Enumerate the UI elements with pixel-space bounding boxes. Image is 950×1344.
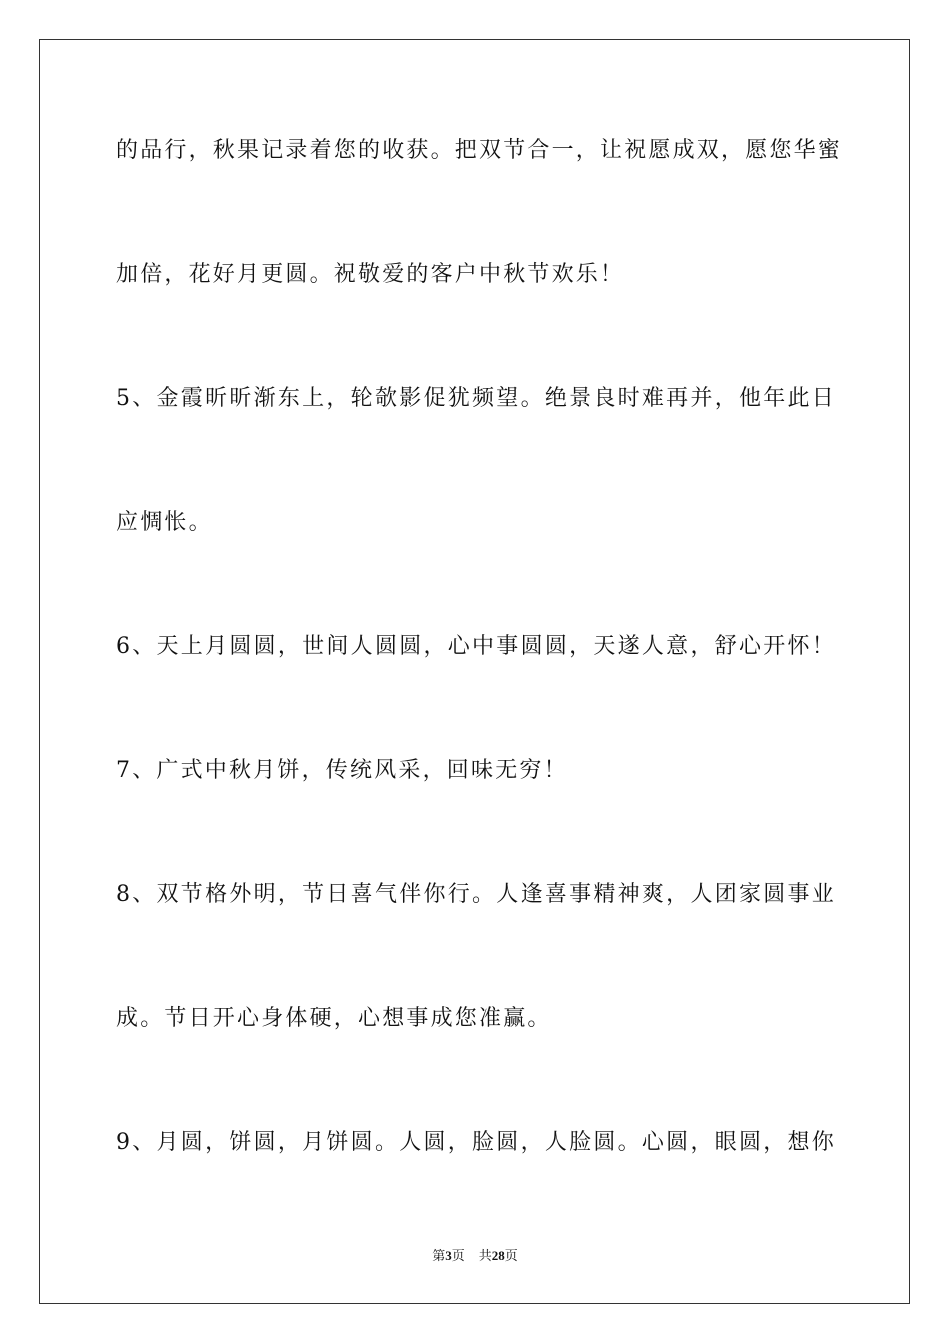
- text-line-5: 6、天上月圆圆，世间人圆圆，心中事圆圆，天遂人意，舒心开怀！: [116, 634, 836, 659]
- footer-total-prefix: 共: [478, 1249, 492, 1264]
- footer-page-prefix: 第: [432, 1249, 446, 1264]
- text-line-2: 加倍，花好月更圆。祝敬爱的客户中秋节欢乐！: [116, 262, 625, 287]
- text-line-6: 7、广式中秋月饼，传统风采，回味无穷！: [116, 758, 568, 783]
- text-line-4: 应惆怅。: [116, 510, 213, 535]
- footer-total-suffix: 页: [504, 1249, 518, 1264]
- footer-page-suffix: 页: [451, 1249, 465, 1264]
- text-line-9: 9、月圆，饼圆，月饼圆。人圆，脸圆，人脸圆。心圆，眼圆，想你: [116, 1130, 836, 1155]
- footer-total-pages: 28: [491, 1248, 505, 1263]
- text-line-8: 成。节日开心身体硬，心想事成您准赢。: [116, 1006, 552, 1031]
- page-footer: [0, 1247, 950, 1266]
- page-frame: [39, 39, 910, 1304]
- text-line-7: 8、双节格外明，节日喜气伴你行。人逢喜事精神爽，人团家圆事业: [116, 882, 836, 907]
- text-line-1: 的品行，秋果记录着您的收获。把双节合一，让祝愿成双，愿您华蜜: [116, 138, 843, 163]
- footer-page-number: 3: [445, 1248, 452, 1263]
- text-line-3: 5、金霞昕昕渐东上，轮欹影促犹频望。绝景良时难再并，他年此日: [116, 386, 836, 411]
